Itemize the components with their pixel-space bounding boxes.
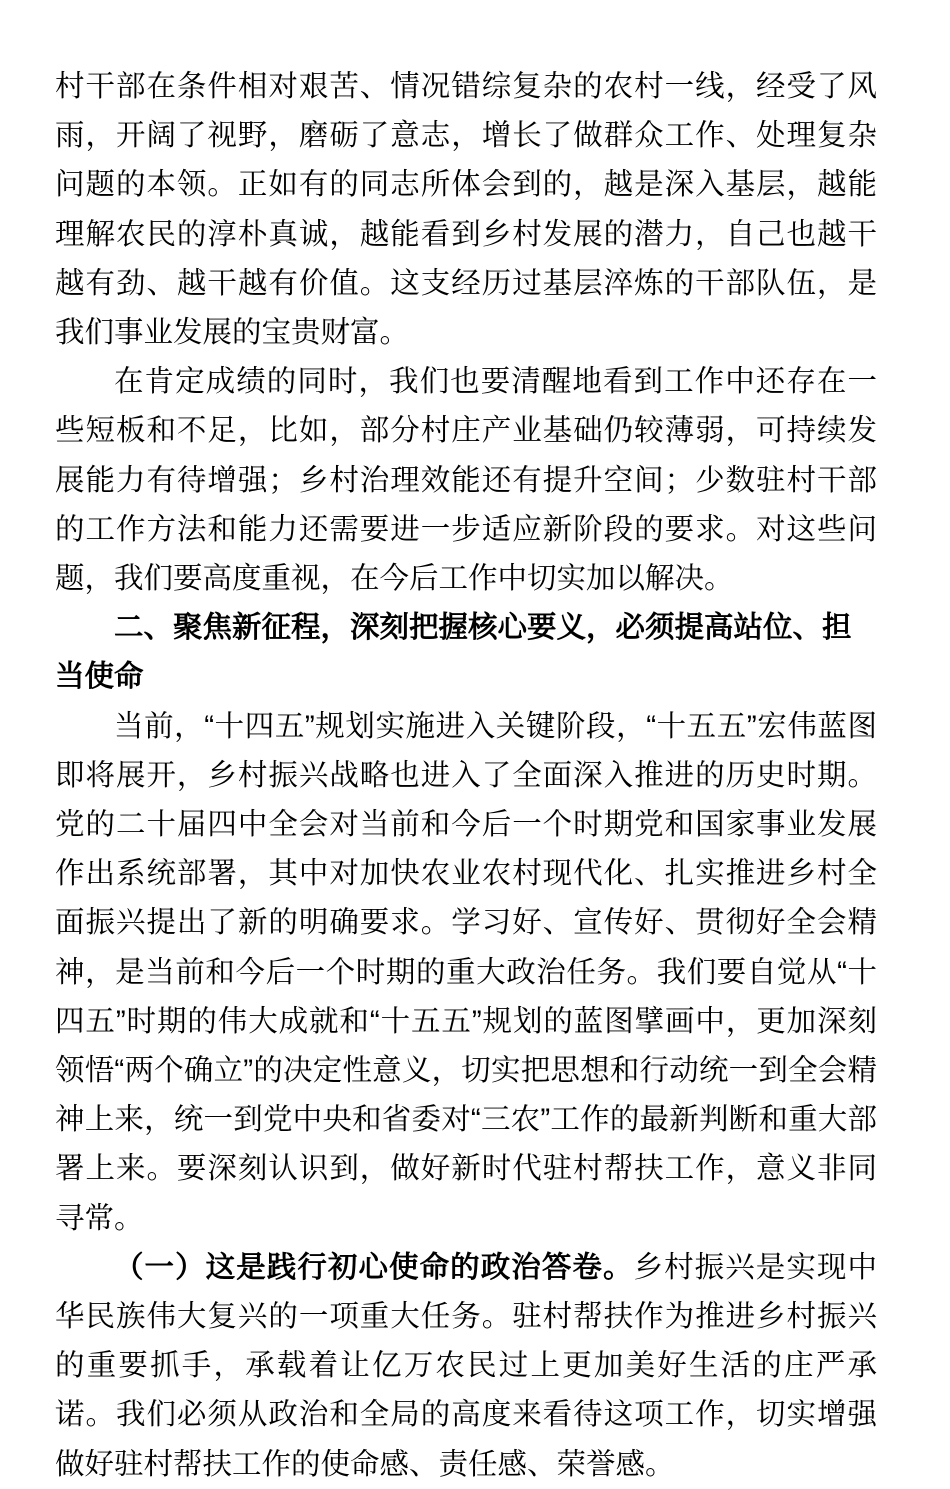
paragraph-achievements-cadres: 村干部在条件相对艰苦、情况错综复杂的农村一线，经受了风雨，开阔了视野，磨砺了意志，增长了做群众工作、处理复杂问题的本领。正如有的同志所体会到的，越是深入基层，越能理解农民的淳朴真诚，越能看到乡村发展的潜力，自己也越干越有劲、越干越有价值。这支经历过基层淬炼的干部队伍，是我们事业发展的宝贵财富。 bbox=[55, 70, 877, 350]
section-heading-two: 二、聚焦新征程，深刻把握核心要义，必须提高站位、担当使命 bbox=[55, 611, 852, 694]
document-body bbox=[55, 62, 877, 1489]
subsection-one-lead: （一）这是践行初心使命的政治答卷。 bbox=[114, 1250, 634, 1284]
subsection-one-body: 乡村振兴是实现中华民族伟大复兴的一项重大任务。驻村帮扶作为推进乡村振兴的重要抓手，承载着让亿万农民过上更加美好生活的庄严承诺。我们必须从政治和全局的高度来看待这项工作，切实增强做好驻村帮扶工作的使命感、责任感、荣誉感。 bbox=[55, 1250, 877, 1481]
paragraph-subsection-one bbox=[55, 1243, 877, 1489]
paragraph-shortcomings: 在肯定成绩的同时，我们也要清醒地看到工作中还存在一些短板和不足，比如，部分村庄产业基础仍较薄弱，可持续发展能力有待增强；乡村治理效能还有提升空间；少数驻村干部的工作方法和能力还需要进一步适应新阶段的要求。对这些问题，我们要高度重视，在今后工作中切实加以解决。 bbox=[55, 365, 877, 596]
paragraph-new-journey-context: 当前，“十四五”规划实施进入关键阶段，“十五五”宏伟蓝图即将展开，乡村振兴战略也进入了全面深入推进的历史时期。党的二十届四中全会对当前和今后一个时期党和国家事业发展作出系统部署，其中对加快农业农村现代化、扎实推进乡村全面振兴提出了新的明确要求。学习好、宣传好、贯彻好全会精神，是当前和今后一个时期的重大政治任务。我们要自觉从“十四五”时期的伟大成就和“十五五”规划的蓝图擘画中，更加深刻领悟“两个确立”的决定性意义，切实把思想和行动统一到全会精神上来，统一到党中央和省委对“三农”工作的最新判断和重大部署上来。要深刻认识到，做好新时代驻村帮扶工作，意义非同寻常。 bbox=[55, 709, 877, 1235]
